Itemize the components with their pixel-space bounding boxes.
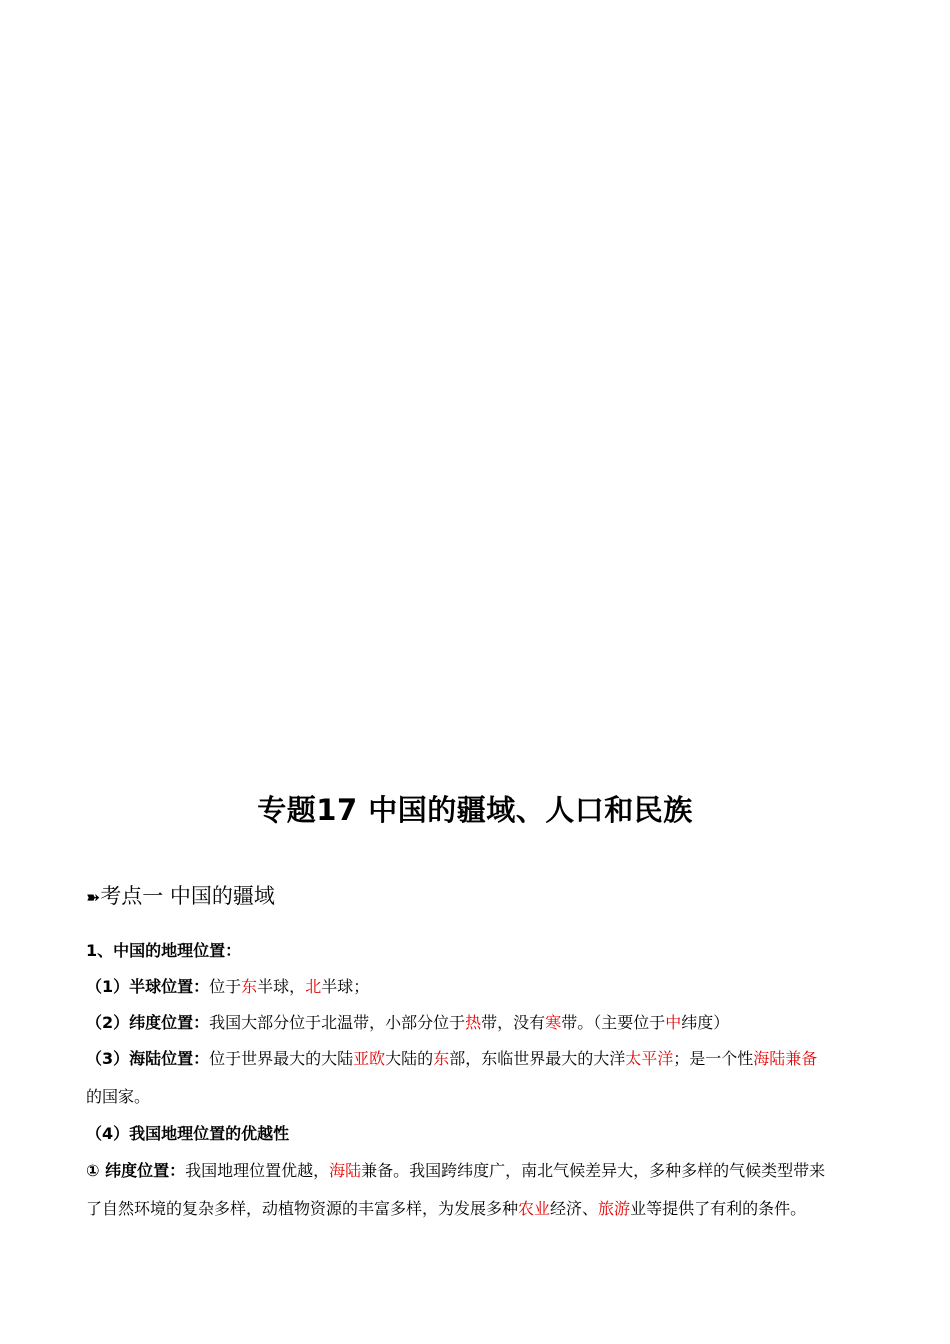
text-line xyxy=(86,1084,150,1107)
body-segment: 我国地理位置优越， xyxy=(185,1161,330,1180)
highlight-text: 海陆兼备 xyxy=(753,1049,818,1068)
body-segment: 纬度） xyxy=(681,1013,730,1032)
label-text: ① 纬度位置： xyxy=(86,1161,186,1180)
highlight-text: 东 xyxy=(241,977,258,996)
highlight-text: 东 xyxy=(433,1049,450,1068)
arrow-icon: ➽ xyxy=(86,888,101,908)
body-segment: ；是一个性 xyxy=(673,1049,754,1068)
label-text: （2）纬度位置： xyxy=(86,1013,210,1032)
body-segment: 了自然环境的复杂多样，动植物资源的丰富多样，为发展多种 xyxy=(86,1199,519,1218)
text-line xyxy=(86,974,369,997)
text-line xyxy=(86,1158,825,1181)
page-title: 专题17 中国的疆域、人口和民族 xyxy=(257,793,693,827)
body-segment: 位于世界最大的大陆 xyxy=(209,1049,354,1068)
body-segment: 我国大部分位于北温带，小部分位于 xyxy=(209,1013,466,1032)
highlight-text: 海陆 xyxy=(329,1161,362,1180)
label-text: （3）海陆位置： xyxy=(86,1049,210,1068)
highlight-text: 旅游 xyxy=(598,1199,631,1218)
text-line xyxy=(86,1010,729,1033)
label-text: 1、中国的地理位置： xyxy=(86,941,242,960)
label-text: （1）半球位置： xyxy=(86,977,210,996)
label-text: （4）我国地理位置的优越性 xyxy=(86,1124,290,1143)
body-segment: 经济、 xyxy=(550,1199,599,1218)
text-line xyxy=(86,1046,817,1069)
body-segment: 位于 xyxy=(209,977,242,996)
text-line xyxy=(86,938,241,961)
body-segment: 部，东临世界最大的大洋 xyxy=(449,1049,626,1068)
text-line xyxy=(86,1121,289,1144)
body-segment: 带，没有 xyxy=(481,1013,546,1032)
body-segment: 半球； xyxy=(321,977,370,996)
body-segment: 半球， xyxy=(257,977,306,996)
highlight-text: 太平洋 xyxy=(625,1049,674,1068)
highlight-text: 亚欧 xyxy=(353,1049,386,1068)
highlight-text: 寒 xyxy=(545,1013,562,1032)
body-segment: 兼备。我国跨纬度广，南北气候差异大，多种多样的气候类型带来 xyxy=(361,1161,826,1180)
highlight-text: 北 xyxy=(305,977,322,996)
highlight-text: 中 xyxy=(665,1013,682,1032)
section-heading xyxy=(86,880,275,910)
body-segment: 带。（主要位于 xyxy=(561,1013,666,1032)
highlight-text: 热 xyxy=(465,1013,482,1032)
body-segment: 大陆的 xyxy=(385,1049,434,1068)
highlight-text: 农业 xyxy=(518,1199,551,1218)
body-segment: 业等提供了有利的条件。 xyxy=(630,1199,807,1218)
text-line xyxy=(86,1196,806,1219)
section-label: 考点一 中国的疆域 xyxy=(100,884,275,908)
body-segment: 的国家。 xyxy=(86,1087,151,1106)
